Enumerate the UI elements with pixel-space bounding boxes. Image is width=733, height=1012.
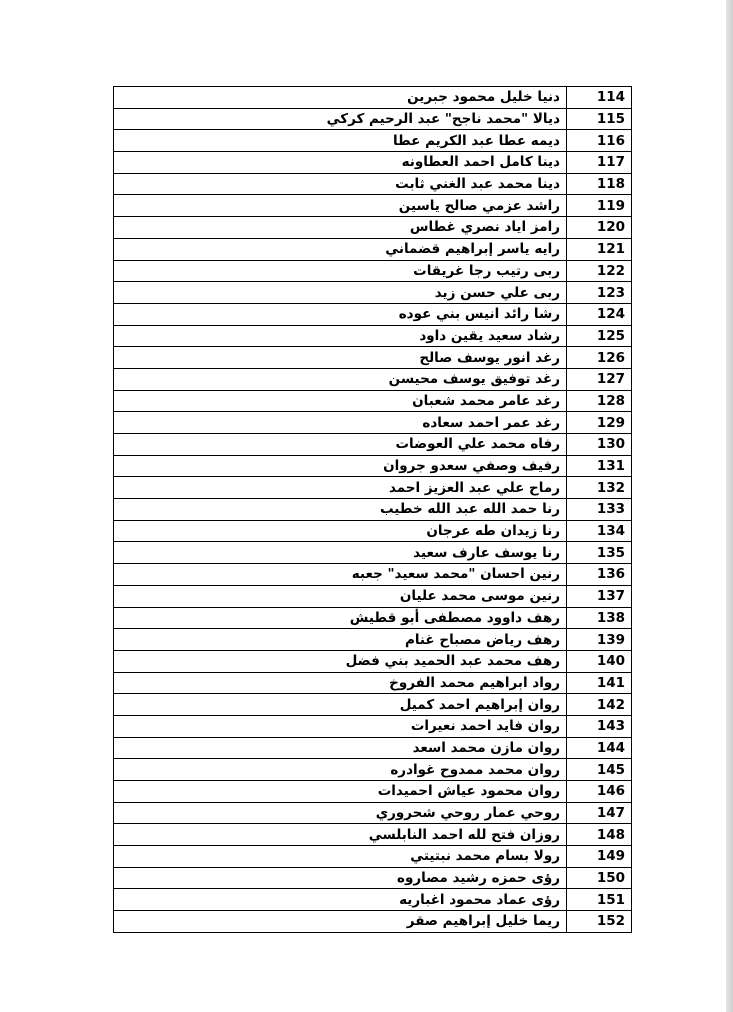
student-name-cell: راشد عزمي صالح ياسين	[114, 195, 567, 217]
student-name-cell: رنا زيدان طه عرجان	[114, 520, 567, 542]
table-row	[114, 781, 632, 803]
row-number-cell: 134	[567, 520, 632, 542]
student-name-cell: دينا محمد عبد الغني ثابت	[114, 173, 567, 195]
student-name-cell: رغد توفيق يوسف محيسن	[114, 368, 567, 390]
table-row	[114, 694, 632, 716]
row-number-cell: 121	[567, 238, 632, 260]
page-edge-shadow	[726, 0, 733, 1012]
row-number-cell: 117	[567, 152, 632, 174]
row-number-cell: 120	[567, 217, 632, 239]
row-number-cell: 114	[567, 87, 632, 109]
student-name-cell: رنين احسان "محمد سعيد" جعبه	[114, 564, 567, 586]
student-name-cell: رغد عمر احمد سعاده	[114, 412, 567, 434]
student-name-cell: رهف رياض مصباح غنام	[114, 629, 567, 651]
student-name-cell: رولا بسام محمد نبتيتي	[114, 846, 567, 868]
row-number-cell: 146	[567, 781, 632, 803]
row-number-cell: 147	[567, 802, 632, 824]
student-name-cell: رشاد سعيد يقين داود	[114, 325, 567, 347]
student-name-cell: رغد عامر محمد شعبان	[114, 390, 567, 412]
student-name-cell: روحي عمار روحي شحروري	[114, 802, 567, 824]
student-name-cell: رغد انور يوسف صالح	[114, 347, 567, 369]
student-name-cell: رنا حمد الله عبد الله خطيب	[114, 499, 567, 521]
student-name-cell: رؤى حمزه رشيد مصاروه	[114, 867, 567, 889]
student-name-cell: ريما خليل إبراهيم صقر	[114, 911, 567, 933]
table-row	[114, 195, 632, 217]
table-row	[114, 629, 632, 651]
table-row	[114, 238, 632, 260]
table-row	[114, 173, 632, 195]
table-row	[114, 282, 632, 304]
row-number-cell: 118	[567, 173, 632, 195]
row-number-cell: 141	[567, 672, 632, 694]
student-name-cell: رايه ياسر إبراهيم قضماني	[114, 238, 567, 260]
row-number-cell: 132	[567, 477, 632, 499]
table-row	[114, 846, 632, 868]
table-row	[114, 737, 632, 759]
row-number-cell: 129	[567, 412, 632, 434]
table-row	[114, 650, 632, 672]
student-name-cell: رفاه محمد علي العوضات	[114, 434, 567, 456]
row-number-cell: 131	[567, 455, 632, 477]
table-row	[114, 542, 632, 564]
names-table	[113, 86, 632, 933]
table-row	[114, 911, 632, 933]
row-number-cell: 143	[567, 715, 632, 737]
table-row	[114, 87, 632, 109]
table-row	[114, 824, 632, 846]
student-name-cell: ربى رتيب رجا غريقات	[114, 260, 567, 282]
table-row	[114, 759, 632, 781]
table-row	[114, 368, 632, 390]
student-name-cell: رامز اياد نصري غطاس	[114, 217, 567, 239]
row-number-cell: 119	[567, 195, 632, 217]
table-row	[114, 585, 632, 607]
student-name-cell: روان فايد احمد نعيرات	[114, 715, 567, 737]
table-row	[114, 260, 632, 282]
student-name-cell: ديمه عطا عبد الكريم عطا	[114, 130, 567, 152]
row-number-cell: 127	[567, 368, 632, 390]
row-number-cell: 145	[567, 759, 632, 781]
student-name-cell: روان إبراهيم احمد كميل	[114, 694, 567, 716]
table-row	[114, 520, 632, 542]
student-name-cell: روزان فتح لله احمد النابلسي	[114, 824, 567, 846]
student-name-cell: ربى علي حسن زيد	[114, 282, 567, 304]
row-number-cell: 122	[567, 260, 632, 282]
table-row	[114, 434, 632, 456]
table-row	[114, 130, 632, 152]
row-number-cell: 151	[567, 889, 632, 911]
table-row	[114, 867, 632, 889]
table-row	[114, 889, 632, 911]
table-row	[114, 802, 632, 824]
table-row	[114, 672, 632, 694]
student-name-cell: رهف داوود مصطفى أبو قطيش	[114, 607, 567, 629]
row-number-cell: 135	[567, 542, 632, 564]
student-name-cell: رؤى عماد محمود اغباريه	[114, 889, 567, 911]
student-name-cell: روان محمد ممدوح غوادره	[114, 759, 567, 781]
row-number-cell: 126	[567, 347, 632, 369]
table-row	[114, 347, 632, 369]
row-number-cell: 152	[567, 911, 632, 933]
row-number-cell: 115	[567, 108, 632, 130]
student-name-cell: رماح علي عبد العزيز احمد	[114, 477, 567, 499]
row-number-cell: 116	[567, 130, 632, 152]
names-table-body	[114, 87, 632, 933]
table-row	[114, 477, 632, 499]
row-number-cell: 140	[567, 650, 632, 672]
row-number-cell: 139	[567, 629, 632, 651]
student-name-cell: رواد ابراهيم محمد الفروخ	[114, 672, 567, 694]
student-name-cell: رهف محمد عبد الحميد بني فضل	[114, 650, 567, 672]
row-number-cell: 144	[567, 737, 632, 759]
row-number-cell: 136	[567, 564, 632, 586]
table-row	[114, 715, 632, 737]
row-number-cell: 133	[567, 499, 632, 521]
table-row	[114, 325, 632, 347]
student-name-cell: رنين موسى محمد عليان	[114, 585, 567, 607]
row-number-cell: 128	[567, 390, 632, 412]
row-number-cell: 124	[567, 303, 632, 325]
student-name-cell: ديالا "محمد ناجح" عبد الرحيم كركي	[114, 108, 567, 130]
row-number-cell: 130	[567, 434, 632, 456]
student-name-cell: رفيف وصفي سعدو جروان	[114, 455, 567, 477]
student-name-cell: روان مازن محمد اسعد	[114, 737, 567, 759]
row-number-cell: 149	[567, 846, 632, 868]
student-name-cell: دينا كامل احمد العطاونه	[114, 152, 567, 174]
row-number-cell: 125	[567, 325, 632, 347]
row-number-cell: 138	[567, 607, 632, 629]
table-row	[114, 217, 632, 239]
student-name-cell: رنا يوسف عارف سعيد	[114, 542, 567, 564]
table-row	[114, 152, 632, 174]
row-number-cell: 142	[567, 694, 632, 716]
table-row	[114, 499, 632, 521]
student-name-cell: روان محمود عياش احميدات	[114, 781, 567, 803]
table-row	[114, 455, 632, 477]
table-row	[114, 607, 632, 629]
row-number-cell: 123	[567, 282, 632, 304]
table-row	[114, 108, 632, 130]
student-name-cell: دنيا خليل محمود جبرين	[114, 87, 567, 109]
row-number-cell: 150	[567, 867, 632, 889]
student-name-cell: رشا رائد انيس بني عوده	[114, 303, 567, 325]
table-row	[114, 390, 632, 412]
row-number-cell: 148	[567, 824, 632, 846]
row-number-cell: 137	[567, 585, 632, 607]
table-row	[114, 564, 632, 586]
table-row	[114, 412, 632, 434]
table-row	[114, 303, 632, 325]
